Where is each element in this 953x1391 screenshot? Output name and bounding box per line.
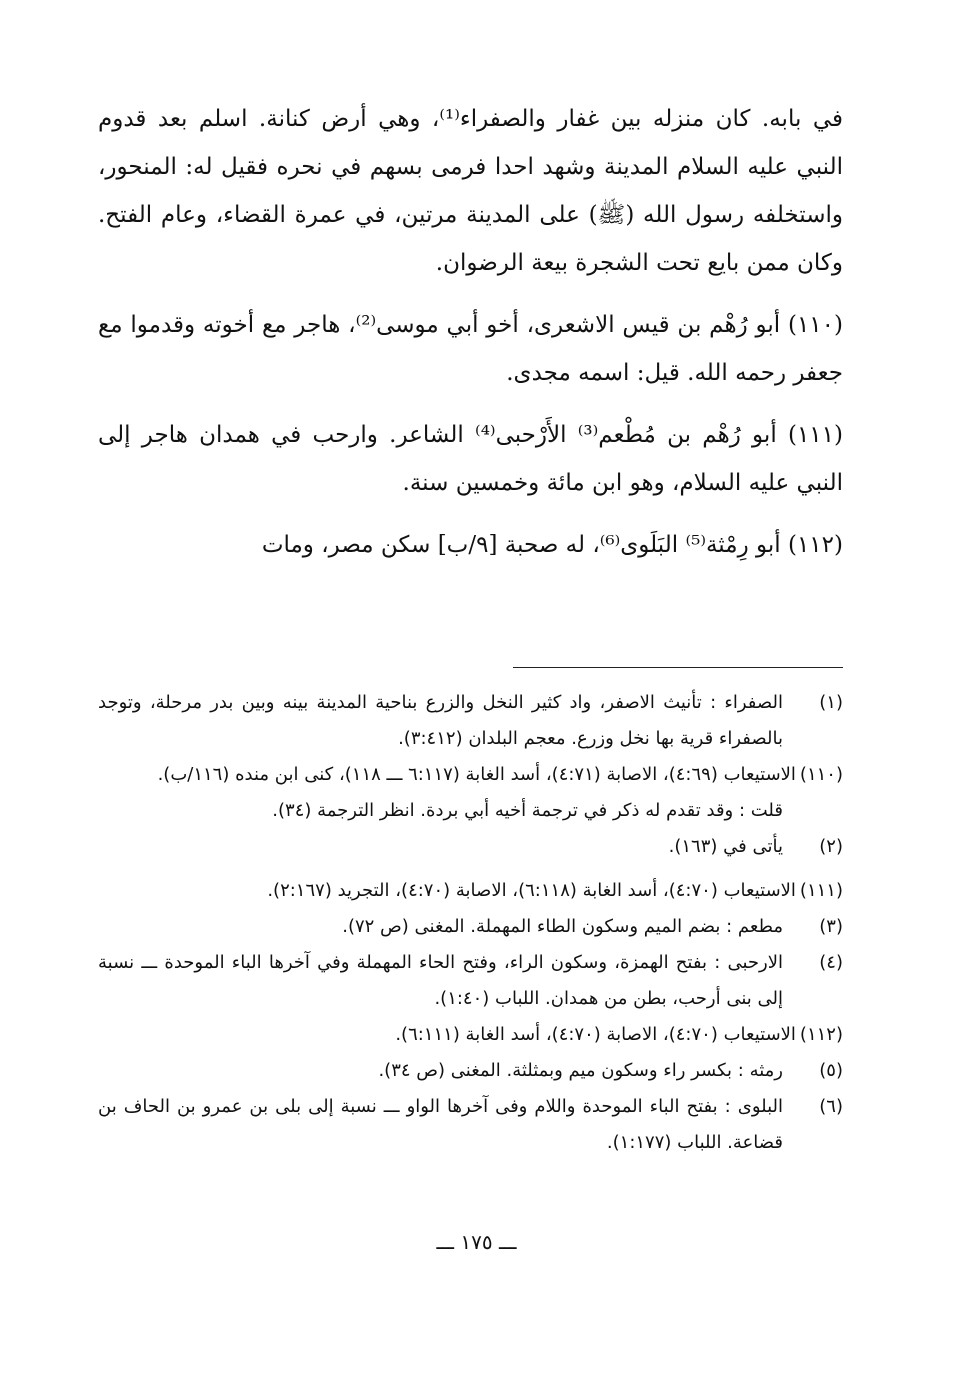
main-paragraph-entry-112: (١١٢) أبو رِمْثة⁽⁵⁾ البَلَوى⁽⁶⁾، له صحبة [٩/ب] سكن مصر، ومات — [261, 532, 843, 558]
footnote-number: (٥) — [819, 1060, 843, 1081]
page-number: ـــ ١٧٥ ـــ — [436, 1230, 517, 1254]
footnote-number: (٢) — [819, 836, 843, 857]
footnote-5 — [98, 1053, 843, 1089]
footnote-110-note: قلت : وقد تقدم له ذكر في ترجمة أخيه أبي بردة. انظر الترجمة (٣٤). — [272, 800, 783, 821]
main-paragraph-entry-110: (١١٠) أبو رُهْم بن قيس الاشعرى، أخو أبي موسى⁽²⁾، هاجر مع أخوته وقدموا مع جعفر رحمه الله. قيل: اسمه مجدى. — [98, 312, 843, 386]
footnote-111 — [98, 873, 843, 909]
footnote-text: يأتى في (١٦٣). — [668, 836, 783, 857]
page-body — [98, 95, 843, 1153]
footnote-text: البلوى : بفتح الباء الموحدة واللام وفى آخرها الواو ـــ نسبة إلى بلى بن عمرو بن الحاف بن قضاعة. اللباب (١:١٧٧). — [98, 1096, 783, 1153]
footnote-text: الصفراء : تأنيث الاصفر، واد كثير النخل والزرع بناحية المدينة بينه وبين بدر مرحلة، وتوجد بالصفراء قرية بها نخل وزرع. معجم البلدان (٣:٤١٢). — [98, 692, 783, 749]
footnote-6 — [98, 1089, 843, 1161]
main-paragraph-entry-111: (١١١) أبو رُهْم بن مُطْعم⁽³⁾ الأَرْحبى⁽⁴⁾ الشاعر. وارحب في همدان هاجر إلى النبي عليه السلام، وهو ابن مائة وخمسين سنة. — [98, 422, 843, 496]
footnote-4 — [98, 945, 843, 1017]
footnote-number: (٣) — [819, 916, 843, 937]
footnotes-section — [98, 685, 843, 1161]
footnote-text: الارحبى : بفتح الهمزة، وسكون الراء، وفتح الحاء المهملة وفي آخرها الباء الموحدة ـــ نسبة إلى بنى أرحب، بطن من همدان. اللباب (١:٤٠). — [98, 952, 783, 1009]
footnote-text: رمثه : بكسر راء وسكون ميم وبمثلثة. المغنى (ص ٣٤). — [378, 1060, 783, 1081]
footnote-number: (٤) — [819, 952, 843, 973]
footnote-text: الاستيعاب (٤:٧٠)، أسد الغابة (٦:١١٨)، الاصابة (٤:٧٠)، التجريد (٢:١٦٧). — [267, 880, 796, 901]
footnote-text: الاستيعاب (٤:٦٩)، الاصابة (٤:٧١)، أسد الغابة (٦:١١٧ ـــ ١١٨)، كنى ابن منده (١١٦/ب). — [157, 764, 796, 785]
footnote-112 — [98, 1017, 843, 1053]
footnote-2 — [98, 829, 843, 865]
footnote-number: (١١٢) — [799, 1024, 843, 1045]
footnote-number: (٦) — [819, 1096, 843, 1117]
footnote-number: (١) — [819, 692, 843, 713]
footnote-number: (١١٠) — [799, 764, 843, 785]
footnote-1 — [98, 685, 843, 757]
footnote-110 — [98, 757, 843, 793]
footnote-3 — [98, 909, 843, 945]
footnote-text: الاستيعاب (٤:٧٠)، الاصابة (٤:٧٠)، أسد الغابة (٦:١١١). — [395, 1024, 796, 1045]
footnote-text: مطعم : بضم الميم وسكون الطاء المهملة. المغنى (ص ٧٢). — [342, 916, 783, 937]
footnote-separator — [513, 667, 843, 668]
main-paragraph-continuation: في بابه. كان منزله بين غفار والصفراء⁽¹⁾، وهي أرض كنانة. اسلم بعد قدوم النبي عليه السلام المدينة وشهد احدا فرمى بسهم في نحره فقيل له: المنحور، واستخلفه رسول الله (ﷺ) على المدينة مرتين، في عمرة القضاء، وعام الفتح. وكان ممن بايع تحت الشجرة بيعة الرضوان. — [98, 106, 843, 276]
footnote-number: (١١١) — [799, 880, 843, 901]
